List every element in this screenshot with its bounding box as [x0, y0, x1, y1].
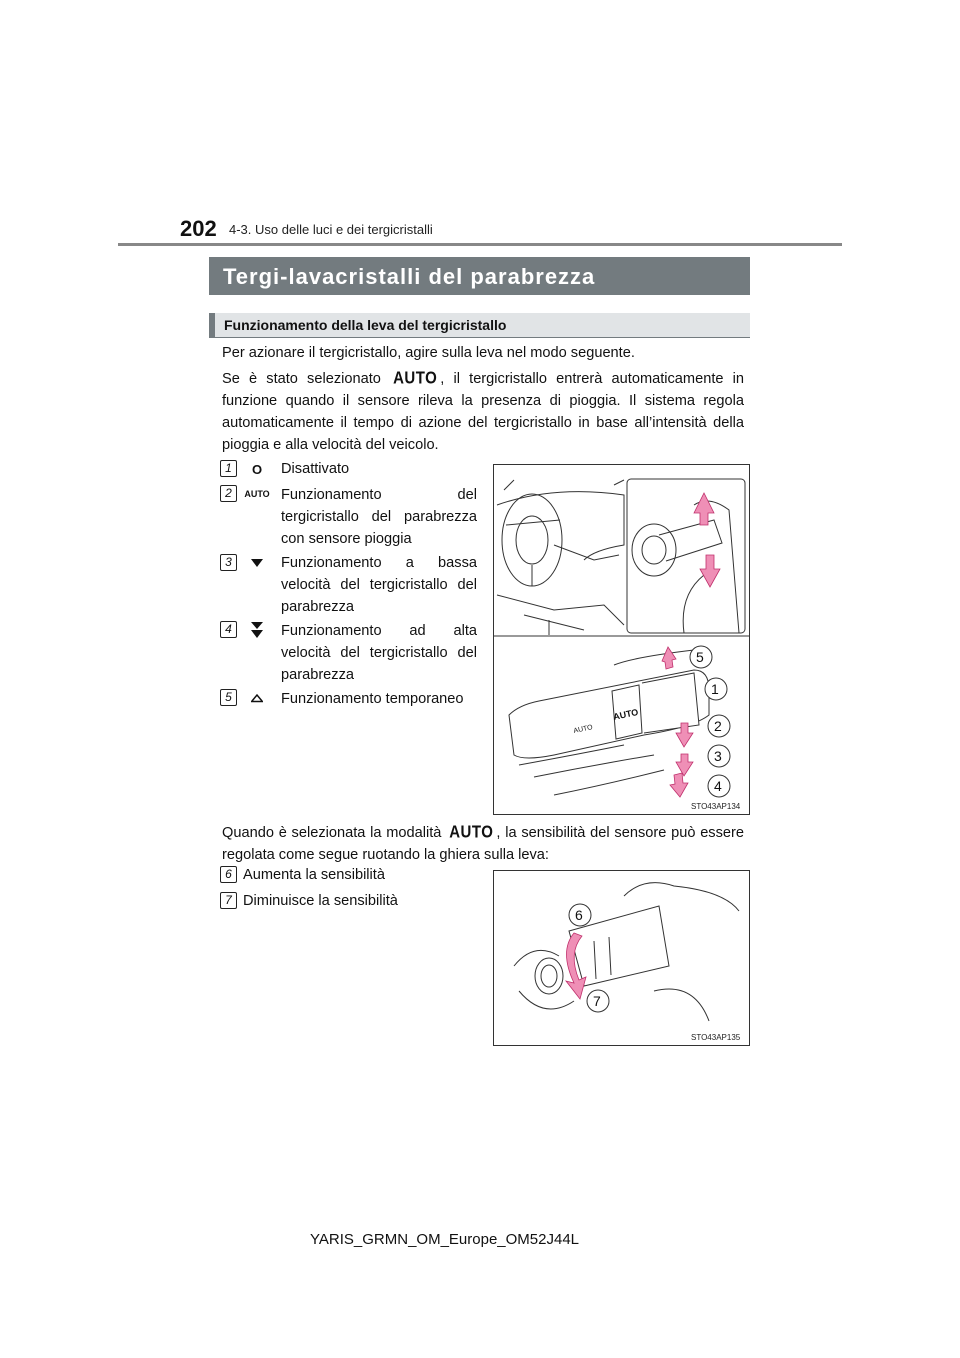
intro-paragraph: Per azionare il tergicristallo, agire sulla leva nel modo seguente.	[222, 345, 635, 361]
auto-symbol: AUTO	[393, 368, 438, 389]
item-number-7: 7	[220, 892, 237, 909]
figure-1-caption: STO43AP134	[691, 802, 741, 811]
ring-arrow	[566, 933, 586, 999]
item-number-5: 5	[220, 689, 237, 706]
lever-auto-small-label: AUTO	[572, 724, 594, 735]
subheading	[209, 313, 750, 338]
callout-6: 6	[575, 907, 583, 923]
position-high-speed-text: Funzionamento ad alta velocità del tergicristallo del parabrezza	[281, 623, 477, 683]
figure-2-caption: STO43AP135	[691, 1033, 741, 1042]
increase-sensitivity-text: Aumenta la sensibilità	[243, 867, 385, 883]
position-low-speed-text: Funzionamento a bassa velocità del tergicristallo del parabrezza	[281, 555, 477, 615]
callout-1: 1	[711, 681, 719, 697]
sensitivity-paragraph-rest: , la sensibilità del sensore può essere regolata come segue ruotando la ghiera sulla leva:	[222, 825, 744, 863]
position-auto-text: Funzionamento del tergicristallo del parabrezza con sensore pioggia	[281, 487, 477, 547]
item-number-2: 2	[220, 485, 237, 502]
item-number-3: 3	[220, 554, 237, 571]
auto-symbol-icon: AUTO	[244, 489, 270, 499]
position-temporary-text: Funzionamento temporaneo	[281, 691, 464, 707]
position-off-text: Disattivato	[281, 461, 350, 477]
auto-paragraph-start: Se è stato selezionato	[222, 371, 381, 387]
sensitivity-paragraph	[222, 822, 744, 866]
callout-4: 4	[714, 778, 722, 794]
auto-paragraph-rest: , il tergicristallo entrerà automaticamente in funzione quando il sensore rileva la presenza di pioggia. Il sistema regola automaticamente il tempo di azione del tergicristallo in base all’intensità della pioggia e alla velocità del veicolo.	[222, 371, 744, 453]
item-number-1: 1	[220, 460, 237, 477]
lever-auto-label: AUTO	[612, 706, 640, 722]
decrease-sensitivity-text: Diminuisce la sensibilità	[243, 893, 398, 909]
section-title: Tergi-lavacristalli del parabrezza	[209, 257, 750, 295]
double-down-arrow-icon	[250, 621, 264, 639]
breadcrumb: 4-3. Uso delle luci e dei tergicristalli	[229, 222, 433, 237]
callout-3: 3	[714, 748, 722, 764]
callout-5: 5	[696, 649, 704, 665]
callout-2: 2	[714, 718, 722, 734]
sensitivity-paragraph-start: Quando è selezionata la modalità	[222, 825, 442, 841]
header-divider	[118, 243, 842, 246]
auto-symbol-2: AUTO	[449, 822, 494, 843]
lever-illustration	[494, 465, 749, 814]
lever-figure	[493, 464, 750, 815]
item-number-4: 4	[220, 621, 237, 638]
auto-paragraph	[222, 368, 744, 456]
ring-figure	[493, 870, 750, 1046]
item-number-6: 6	[220, 866, 237, 883]
document-code: YARIS_GRMN_OM_Europe_OM52J44L	[310, 1231, 580, 1248]
off-symbol-icon: O	[251, 462, 263, 477]
single-down-arrow-icon	[250, 558, 264, 568]
ring-illustration	[494, 871, 749, 1045]
up-chevron-icon	[250, 693, 264, 703]
subheading-text: Funzionamento della leva del tergicristallo	[224, 317, 507, 333]
callout-7: 7	[593, 993, 601, 1009]
page-number: 202	[180, 216, 217, 241]
